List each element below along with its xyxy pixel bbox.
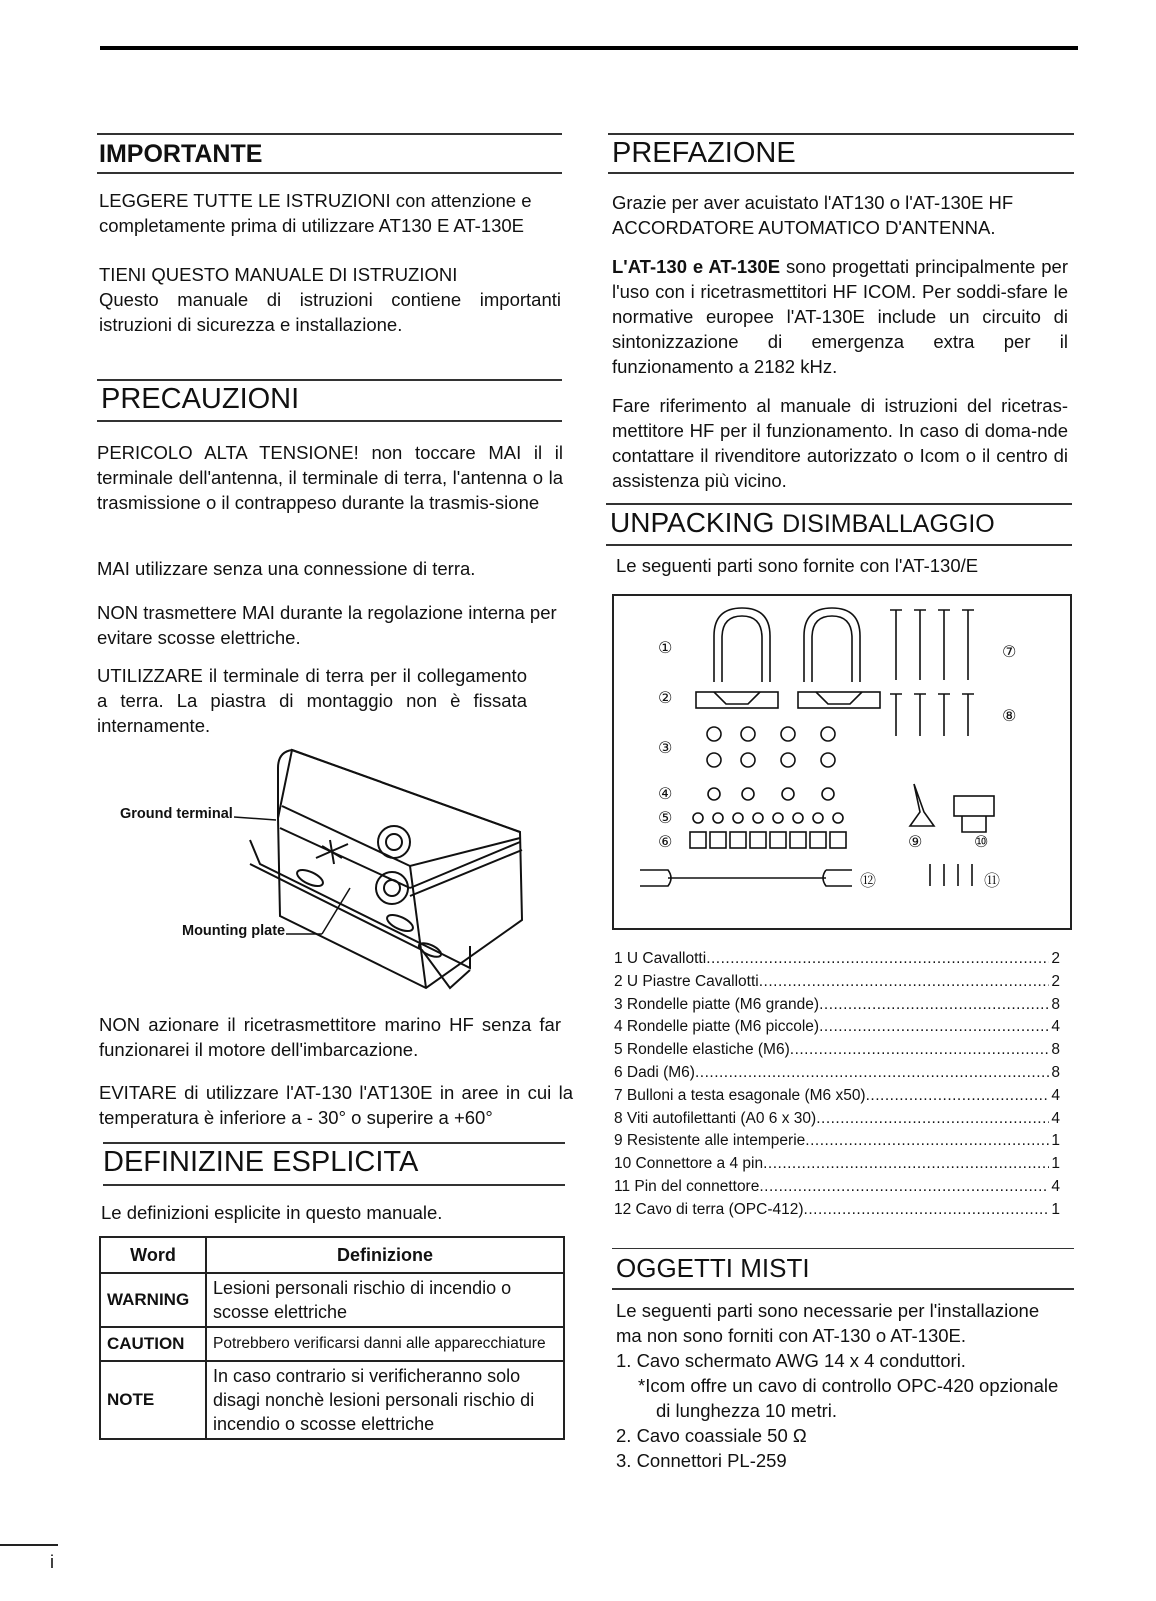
part-label: 7 Bulloni a testa esagonale (M6 x50)	[614, 1086, 866, 1104]
part-quantity: 1	[1051, 1155, 1060, 1173]
paragraph-text: Questo manuale di istruzioni contiene importanti istruzioni di sicurezza e installazione.	[99, 289, 561, 335]
section-title-oggetti: OGGETTI MISTI	[616, 1253, 810, 1283]
list-item	[614, 971, 1060, 994]
rule	[612, 1248, 1074, 1249]
definizioni-intro: Le definizioni esplicite in questo manuale.	[101, 1202, 443, 1223]
part-quantity: 4	[1051, 1086, 1060, 1104]
leader-dots	[819, 994, 1049, 1017]
parts-list	[614, 948, 1060, 1222]
list-item	[614, 1153, 1060, 1176]
callout-1: ①	[658, 640, 673, 657]
list-item	[614, 1176, 1060, 1199]
list-item	[614, 1108, 1060, 1131]
list-item-note: *Icom offre un cavo di controllo OPC-420 opzionale	[638, 1375, 1059, 1396]
part-label: 6 Dadi (M6)	[614, 1063, 695, 1081]
leader-dots	[759, 1176, 1049, 1199]
callout-2: ②	[658, 690, 673, 707]
paragraph-text: il il terminale dell'antenna, il terminale di terra, l'antenna o la trasmissione o il contrappeso durante la trasmis-sione	[97, 442, 563, 513]
definition-cell: Lesioni personali rischio di incendio o scosse elettriche	[206, 1273, 564, 1327]
emphasis: NON	[97, 602, 139, 623]
bold-lead: L'AT-130 e AT-130E	[612, 256, 781, 277]
list-item	[614, 1199, 1060, 1222]
parts-illustration	[612, 594, 1072, 930]
list-item	[614, 1016, 1060, 1039]
bold-lead: ACCORDATORE AUTOMATICO D'ANTENNA.	[612, 217, 996, 238]
title-part: DISIMBALLAGGIO	[782, 510, 995, 538]
part-label: 8 Viti autofilettanti (A0 6 x 30)	[614, 1109, 817, 1127]
paragraph-text: azionare il ricetrasmettitore marino HF senza far funzionarei il motore dell'imbarcazione.	[99, 1014, 561, 1060]
part-quantity: 8	[1051, 1063, 1060, 1081]
precauzioni-p5	[99, 1012, 561, 1062]
leader-dots	[759, 971, 1050, 994]
precauzioni-p1	[97, 440, 563, 515]
paragraph-text: trasmettere	[138, 602, 242, 623]
leader-dots	[706, 948, 1049, 971]
precauzioni-p4: UTILIZZARE il terminale di terra per il collegamento a terra. La piastra di montaggio non è fissata internamente.	[97, 665, 527, 736]
paragraph-text: durante la regolazione interna per evitare scosse elettriche.	[97, 602, 557, 648]
part-label: 10 Connettore a 4 pin	[614, 1155, 764, 1173]
rule	[612, 1288, 1074, 1290]
rule	[606, 503, 1072, 505]
part-quantity: 1	[1051, 1132, 1060, 1150]
bold-lead: PERICOLO ALTA TENSIONE!	[97, 442, 359, 463]
callout-7: ⑦	[1002, 644, 1017, 661]
part-label: 1 U Cavallotti	[614, 950, 707, 967]
callout-12: ⑫	[860, 873, 877, 890]
ground-terminal-label: Ground terminal	[120, 806, 233, 822]
section-title-prefazione: PREFAZIONE	[612, 137, 796, 169]
paragraph-text: di utilizzare l'AT-130 l'AT130E in aree in cui la temperatura è inferiore a - 30° o superire a +60°	[99, 1082, 573, 1128]
part-quantity: 8	[1051, 1041, 1060, 1059]
callout-8: ⑧	[1002, 708, 1017, 725]
part-quantity: 2	[1051, 950, 1060, 967]
tuner-installation-figure	[110, 738, 540, 1000]
part-label: 11 Pin del connettore	[614, 1177, 760, 1195]
paragraph-text: con attenzione e completamente prima di utilizzare AT130 E AT-130E	[99, 190, 532, 236]
precauzioni-p2	[97, 556, 563, 581]
callout-4: ④	[658, 786, 673, 803]
title-part: UNPACKING	[610, 507, 775, 538]
rule	[608, 172, 1074, 174]
definition-cell: Potrebbero verificarsi danni alle apparecchiature	[206, 1327, 564, 1361]
callout-3: ③	[658, 740, 673, 757]
bold-lead: LEGGERE TUTTE LE ISTRUZIONI	[99, 190, 391, 211]
part-label: 12 Cavo di terra (OPC-412)	[614, 1200, 804, 1218]
part-quantity: 4	[1051, 1177, 1060, 1195]
part-quantity: 2	[1051, 972, 1060, 990]
leader-dots	[819, 1016, 1049, 1039]
column-header-word: Word	[100, 1237, 206, 1273]
paragraph-text: Fare riferimento al manuale di istruzioni del ricetras-mettitore HF per il funzionamento. In caso di doma-nde contattare il rivenditore autorizzato o Icom o il centro di assistenza più vicino.	[612, 395, 1068, 491]
section-title-unpacking	[610, 506, 995, 541]
page-number: i	[50, 1552, 54, 1572]
callout-5: ⑤	[658, 810, 673, 827]
word-cell: WARNING	[100, 1273, 206, 1327]
part-quantity: 1	[1051, 1200, 1060, 1218]
part-quantity: 4	[1051, 1109, 1060, 1127]
list-item	[614, 1085, 1060, 1108]
callout-10: ⑩	[974, 834, 989, 851]
definition-cell: In caso contrario si verificheranno solo disagi nonchè lesioni personali rischio di incendio o scosse elettriche	[206, 1361, 564, 1439]
rule	[97, 379, 562, 381]
precauzioni-p3	[97, 600, 563, 650]
list-item	[614, 1039, 1060, 1062]
top-rule	[100, 46, 1078, 50]
word-cell: CAUTION	[100, 1327, 206, 1361]
mounting-plate-label: Mounting plate	[182, 923, 286, 939]
emphasis: NON	[99, 1014, 141, 1035]
part-label: 4 Rondelle piatte (M6 piccole)	[614, 1018, 820, 1036]
leader-dots	[816, 1108, 1049, 1131]
bold-lead: TIENI QUESTO MANUALE DI ISTRUZIONI	[99, 264, 458, 285]
importante-text	[99, 188, 561, 337]
leader-dots	[763, 1153, 1049, 1176]
leader-dots	[804, 1199, 1050, 1222]
emphasis: MAI	[97, 558, 130, 579]
part-label: 5 Rondelle elastiche (M6)	[614, 1041, 790, 1059]
leader-dots	[695, 1062, 1049, 1085]
emphasis: MAI	[241, 602, 275, 623]
paragraph-text: non toccare	[358, 442, 489, 463]
part-label: 2 U Piastre Cavallotti	[614, 972, 759, 990]
tuner-illustration	[110, 738, 540, 1000]
unpacking-intro: Le seguenti parti sono fornite con l'AT-130/E	[616, 555, 979, 576]
leader-dots	[866, 1085, 1050, 1108]
prefazione-text	[612, 190, 1068, 493]
section-title-definizioni: DEFINIZINE ESPLICITA	[103, 1146, 419, 1178]
oggetti-list	[616, 1348, 1096, 1473]
rule	[97, 420, 562, 422]
emphasis: EVITARE	[99, 1082, 177, 1103]
callout-11: ⑪	[984, 873, 1001, 890]
rule	[103, 1184, 565, 1186]
part-quantity: 8	[1051, 995, 1060, 1013]
list-item	[614, 948, 1060, 971]
table-header-row	[100, 1237, 564, 1273]
rule	[608, 133, 1074, 135]
precauzioni-p6	[99, 1080, 573, 1130]
paragraph-text: utilizzare senza una connessione di terra.	[129, 558, 476, 579]
oggetti-intro: Le seguenti parti sono necessarie per l'installazione ma non sono forniti con AT-130 o AT-130E.	[616, 1300, 1040, 1346]
column-header-definizione: Definizione	[206, 1237, 564, 1273]
callout-6: ⑥	[658, 834, 673, 851]
part-quantity: 4	[1051, 1018, 1060, 1036]
table-row	[100, 1327, 564, 1361]
emphasis: MAI	[488, 442, 522, 463]
callout-9: ⑨	[908, 834, 923, 851]
list-item	[614, 1062, 1060, 1085]
leader-dots	[790, 1039, 1050, 1062]
rule	[97, 172, 562, 174]
list-item: 1. Cavo schermato AWG 14 x 4 conduttori.	[616, 1350, 966, 1371]
rule	[606, 544, 1072, 546]
rule	[103, 1142, 565, 1144]
leader-dots	[805, 1130, 1049, 1153]
part-label: 3 Rondelle piatte (M6 grande)	[614, 995, 820, 1013]
paragraph-text: sono progettati principalmente per l'uso con i ricetrasmettitori HF ICOM. Per soddi-sfare le normative europee l'AT-130E include un circuito di sintonizzazione di emergenza extra per il funzionamento a 2182 kHz.	[612, 256, 1068, 377]
footer-rule	[0, 1544, 58, 1546]
part-label: 9 Resistente alle intemperie	[614, 1132, 806, 1150]
list-item	[614, 1130, 1060, 1153]
list-item	[614, 994, 1060, 1017]
list-item: 2. Cavo coassiale 50 Ω	[616, 1425, 807, 1446]
list-item: 3. Connettori PL-259	[616, 1450, 787, 1471]
table-row	[100, 1273, 564, 1327]
list-item-note: di lunghezza 10 metri.	[656, 1400, 837, 1421]
table-row	[100, 1361, 564, 1439]
rule	[97, 133, 562, 135]
definitions-table	[99, 1236, 565, 1440]
section-title-precauzioni: PRECAUZIONI	[101, 383, 300, 415]
word-cell: NOTE	[100, 1361, 206, 1439]
paragraph-text: Grazie per aver acuistato l'AT130 o l'AT-130E HF	[612, 192, 1014, 213]
section-title-importante: IMPORTANTE	[99, 140, 263, 168]
